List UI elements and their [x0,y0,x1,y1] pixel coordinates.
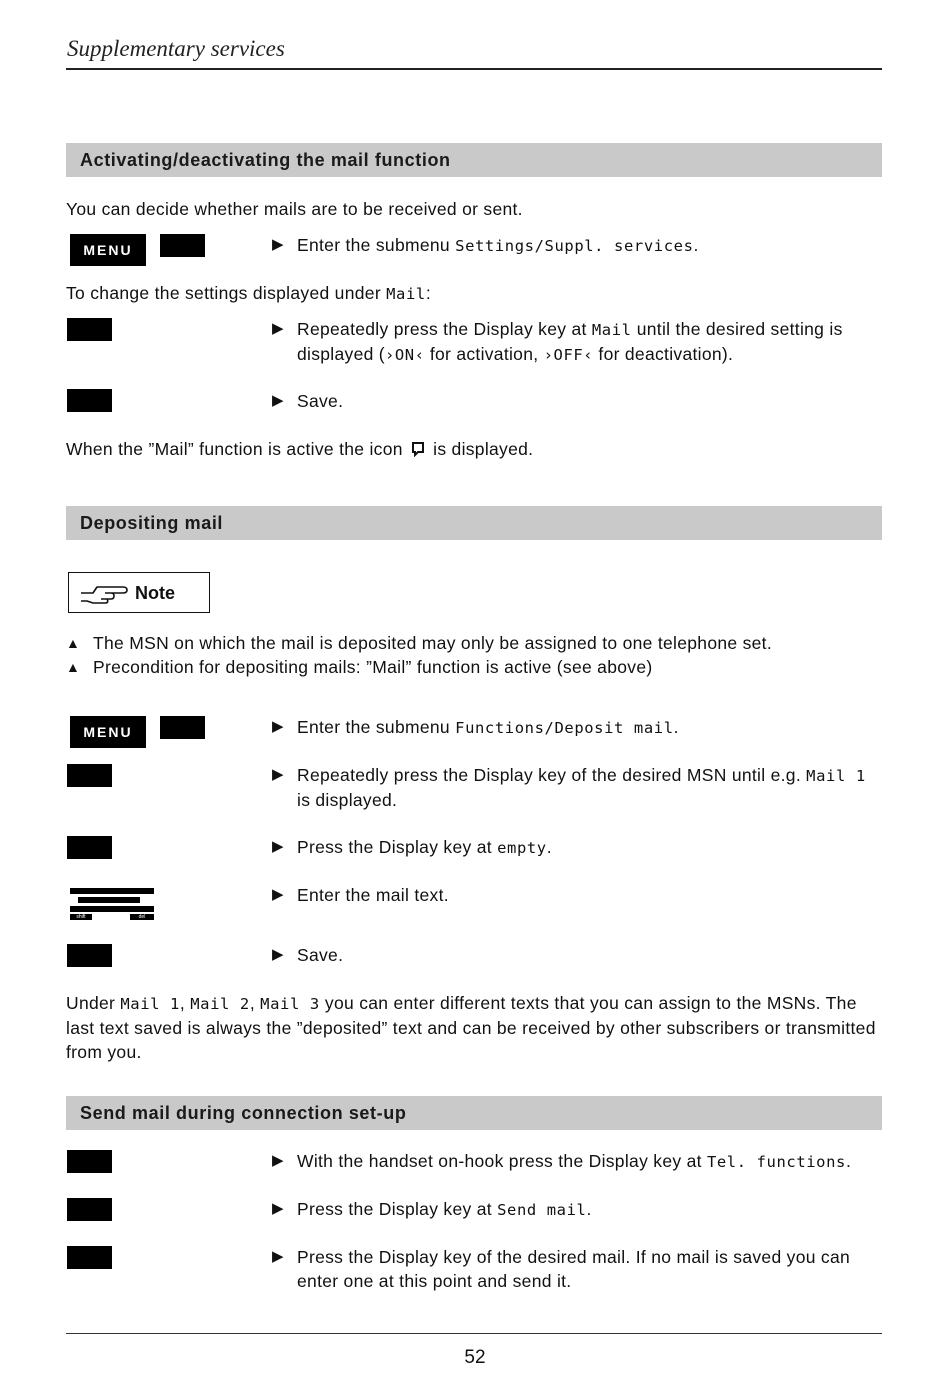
arrow-icon: ▶ [272,838,284,855]
header-divider [66,68,882,70]
pointing-hand-icon [79,581,129,605]
section-header-activate [66,143,882,177]
display-key-icon [67,1246,112,1269]
display-key-icon [67,836,112,859]
deposit-outro-paragraph: Under Mail 1, Mail 2, Mail 3 you can enter different texts that you can assign to the MSNs. The last text saved is always the ”deposited” text and can be received by other subscribers or transmitted from you. [66,993,876,1062]
note-box [68,572,210,613]
arrow-icon: ▶ [272,236,284,253]
arrow-icon: ▶ [272,1248,284,1265]
arrow-icon: ▶ [272,1152,284,1169]
mail-icon [412,442,424,457]
keypad-icon: shift del [68,886,154,922]
section-title: Activating/deactivating the mail function [80,150,451,170]
display-key-icon [160,716,205,739]
display-text: Settings/Suppl. services [455,237,694,255]
display-key-icon [67,764,112,787]
section-title: Depositing mail [80,513,224,533]
display-key-icon [67,389,112,412]
arrow-icon: ▶ [272,718,284,735]
footer-divider [66,1333,882,1334]
section-header-deposit [66,506,882,540]
display-key-icon [67,318,112,341]
arrow-icon: ▶ [272,946,284,963]
section-title: Send mail during connection set-up [80,1103,407,1123]
section-header-send [66,1096,882,1130]
arrow-icon: ▶ [272,766,284,783]
display-key-icon [67,944,112,967]
change-settings-paragraph: To change the settings displayed under Mail: [66,283,432,303]
display-key-icon [67,1150,112,1173]
arrow-icon: ▶ [272,1200,284,1217]
note-label: Note [135,583,175,603]
menu-key-icon: MENU [70,716,146,748]
arrow-icon: ▶ [272,392,284,409]
page-number: 52 [464,1347,486,1368]
display-key-icon [67,1198,112,1221]
arrow-icon: ▶ [272,886,284,903]
menu-key-icon: MENU [70,234,146,266]
triangle-bullet-icon: ▲ [66,635,81,651]
triangle-bullet-icon: ▲ [66,659,81,675]
display-key-icon [160,234,205,257]
intro-paragraph: You can decide whether mails are to be received or sent. [66,199,523,219]
mail-icon-note: When the ”Mail” function is active the icon is displayed. [66,439,534,459]
arrow-icon: ▶ [272,320,284,337]
page-header-title: Supplementary services [67,36,285,61]
